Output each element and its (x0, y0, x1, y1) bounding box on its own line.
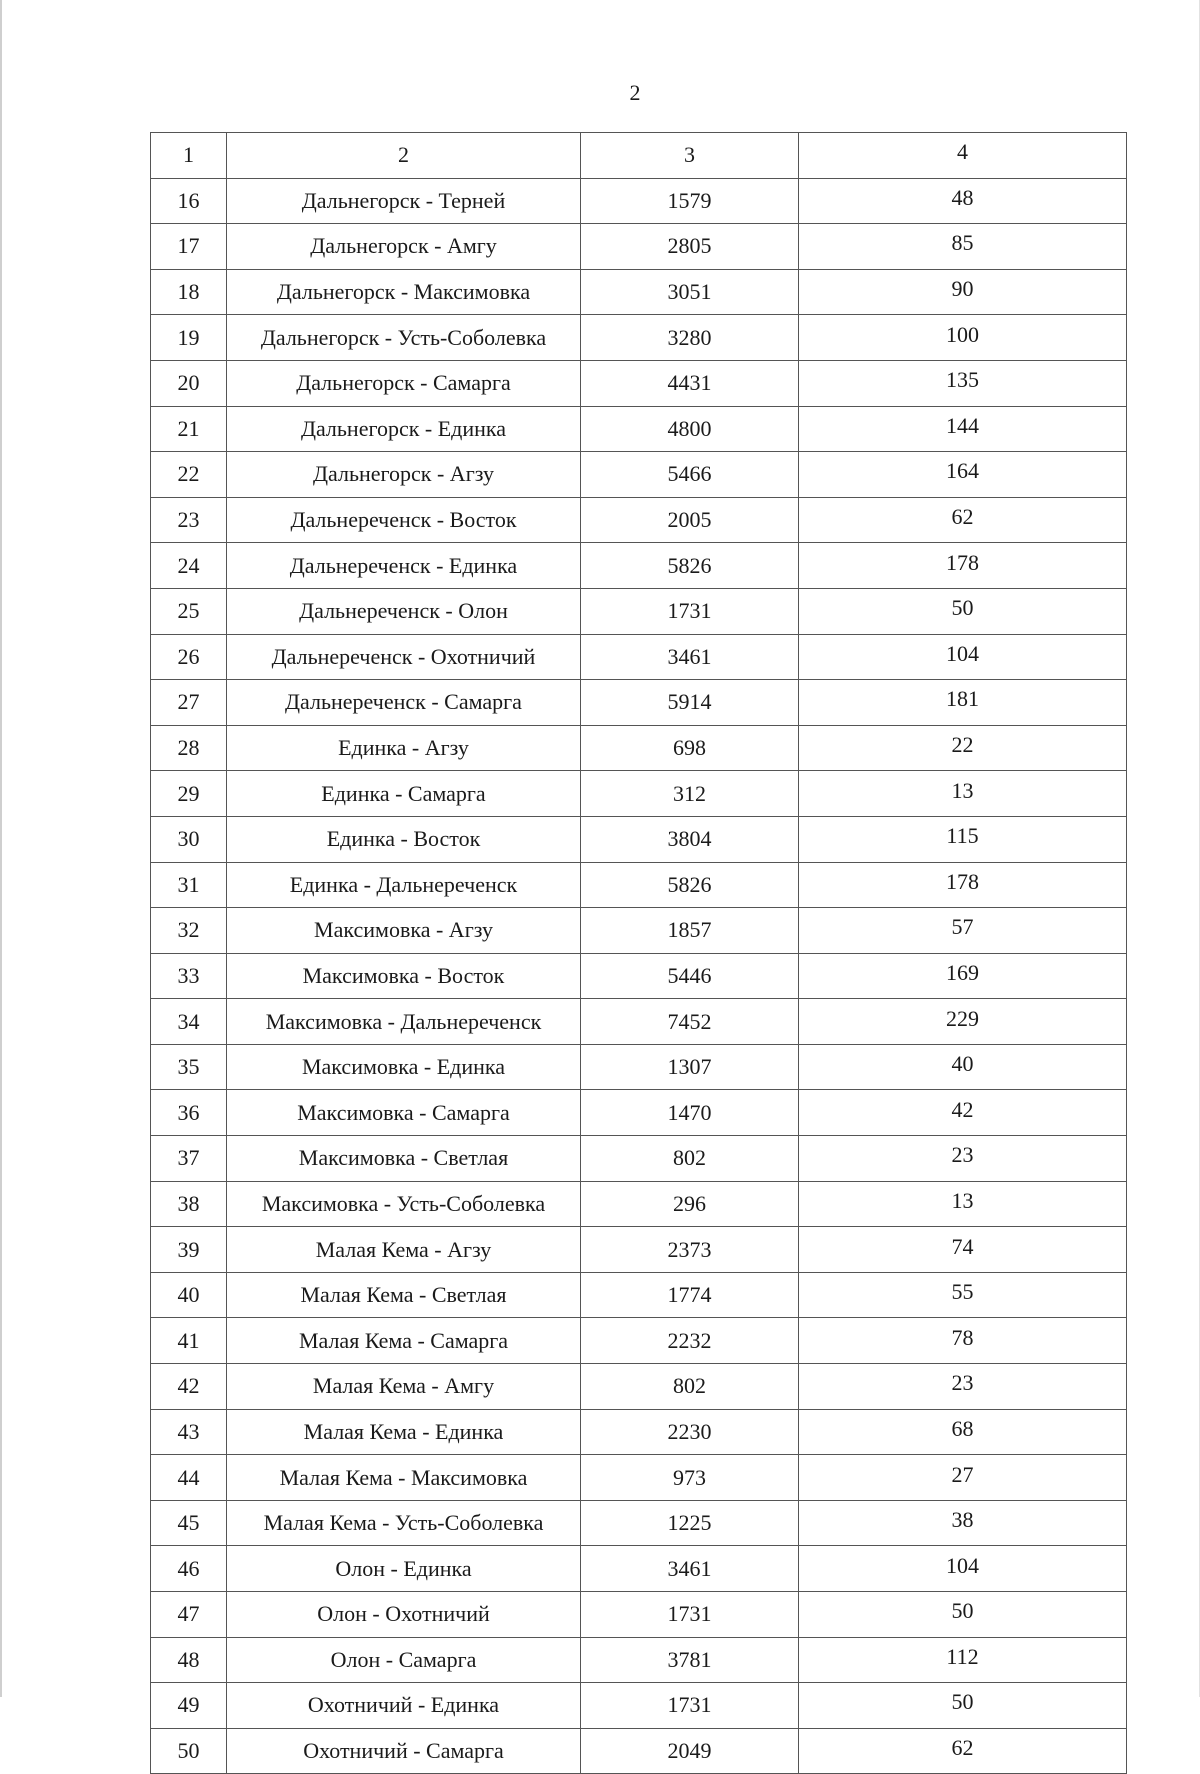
value-col3-cell: 5446 (581, 953, 799, 999)
value-col4-cell: 74 (799, 1227, 1127, 1273)
table-row (151, 452, 1127, 498)
route-cell: Охотничий - Единка (227, 1683, 581, 1729)
table-row (151, 1683, 1127, 1729)
route-cell: Малая Кема - Самарга (227, 1318, 581, 1364)
row-number-cell: 20 (151, 360, 227, 406)
table-row (151, 862, 1127, 908)
value-col4-cell: 40 (799, 1044, 1127, 1090)
row-number-cell: 26 (151, 634, 227, 680)
route-cell: Дальнереченск - Восток (227, 497, 581, 543)
column-header-4: 4 (799, 133, 1127, 179)
route-cell: Дальнегорск - Терней (227, 178, 581, 224)
value-col4-cell: 135 (799, 360, 1127, 406)
table-row (151, 178, 1127, 224)
value-col4-cell: 112 (799, 1637, 1127, 1683)
row-number-cell: 18 (151, 269, 227, 315)
route-cell: Максимовка - Самарга (227, 1090, 581, 1136)
row-number-cell: 33 (151, 953, 227, 999)
value-col3-cell: 5826 (581, 862, 799, 908)
value-col4-cell: 104 (799, 1546, 1127, 1592)
value-col4-cell: 62 (799, 1728, 1127, 1774)
route-cell: Малая Кема - Агзу (227, 1227, 581, 1273)
value-col3-cell: 1731 (581, 588, 799, 634)
row-number-cell: 16 (151, 178, 227, 224)
table-row (151, 1592, 1127, 1638)
route-cell: Максимовка - Агзу (227, 908, 581, 954)
row-number-cell: 41 (151, 1318, 227, 1364)
route-cell: Единка - Самарга (227, 771, 581, 817)
table-row (151, 406, 1127, 452)
value-col4-cell: 181 (799, 680, 1127, 726)
routes-table (150, 132, 1127, 1774)
route-cell: Малая Кема - Светлая (227, 1272, 581, 1318)
table-row (151, 771, 1127, 817)
route-cell: Максимовка - Усть-Соболевка (227, 1181, 581, 1227)
table-row (151, 1500, 1127, 1546)
value-col3-cell: 2005 (581, 497, 799, 543)
value-col3-cell: 4431 (581, 360, 799, 406)
route-cell: Дальнереченск - Единка (227, 543, 581, 589)
value-col4-cell: 78 (799, 1318, 1127, 1364)
value-col4-cell: 62 (799, 497, 1127, 543)
table-row (151, 725, 1127, 771)
value-col3-cell: 1470 (581, 1090, 799, 1136)
value-col4-cell: 27 (799, 1455, 1127, 1501)
table-row (151, 1318, 1127, 1364)
value-col3-cell: 5466 (581, 452, 799, 498)
row-number-cell: 22 (151, 452, 227, 498)
table-row (151, 224, 1127, 270)
table-row (151, 1090, 1127, 1136)
row-number-cell: 24 (151, 543, 227, 589)
value-col4-cell: 48 (799, 178, 1127, 224)
value-col4-cell: 85 (799, 224, 1127, 270)
row-number-cell: 30 (151, 816, 227, 862)
route-cell: Дальнереченск - Олон (227, 588, 581, 634)
table-row (151, 1044, 1127, 1090)
value-col3-cell: 1225 (581, 1500, 799, 1546)
route-cell: Дальнереченск - Самарга (227, 680, 581, 726)
table-row (151, 1272, 1127, 1318)
value-col3-cell: 2232 (581, 1318, 799, 1364)
row-number-cell: 32 (151, 908, 227, 954)
row-number-cell: 44 (151, 1455, 227, 1501)
route-cell: Единка - Агзу (227, 725, 581, 771)
row-number-cell: 39 (151, 1227, 227, 1273)
value-col3-cell: 1579 (581, 178, 799, 224)
row-number-cell: 23 (151, 497, 227, 543)
table-row (151, 1409, 1127, 1455)
route-cell: Дальнегорск - Максимовка (227, 269, 581, 315)
value-col4-cell: 164 (799, 452, 1127, 498)
value-col4-cell: 38 (799, 1500, 1127, 1546)
route-cell: Единка - Дальнереченск (227, 862, 581, 908)
route-cell: Малая Кема - Усть-Соболевка (227, 1500, 581, 1546)
value-col4-cell: 23 (799, 1364, 1127, 1410)
value-col4-cell: 100 (799, 315, 1127, 361)
value-col3-cell: 3804 (581, 816, 799, 862)
route-cell: Олон - Самарга (227, 1637, 581, 1683)
row-number-cell: 37 (151, 1136, 227, 1182)
value-col3-cell: 973 (581, 1455, 799, 1501)
table-row (151, 1364, 1127, 1410)
value-col3-cell: 2049 (581, 1728, 799, 1774)
route-cell: Максимовка - Светлая (227, 1136, 581, 1182)
table-row (151, 953, 1127, 999)
row-number-cell: 49 (151, 1683, 227, 1729)
value-col3-cell: 3461 (581, 634, 799, 680)
table-row (151, 634, 1127, 680)
row-number-cell: 46 (151, 1546, 227, 1592)
row-number-cell: 34 (151, 999, 227, 1045)
value-col3-cell: 5826 (581, 543, 799, 589)
value-col3-cell: 698 (581, 725, 799, 771)
row-number-cell: 25 (151, 588, 227, 634)
table-row (151, 1136, 1127, 1182)
value-col4-cell: 57 (799, 908, 1127, 954)
row-number-cell: 38 (151, 1181, 227, 1227)
row-number-cell: 40 (151, 1272, 227, 1318)
column-header-3: 3 (581, 133, 799, 179)
value-col4-cell: 22 (799, 725, 1127, 771)
value-col3-cell: 2230 (581, 1409, 799, 1455)
value-col4-cell: 13 (799, 771, 1127, 817)
value-col4-cell: 90 (799, 269, 1127, 315)
table-row (151, 269, 1127, 315)
table-row (151, 1455, 1127, 1501)
table-row (151, 1227, 1127, 1273)
table-row (151, 360, 1127, 406)
column-header-2: 2 (227, 133, 581, 179)
row-number-cell: 29 (151, 771, 227, 817)
table-row (151, 1546, 1127, 1592)
table-row (151, 999, 1127, 1045)
value-col3-cell: 1857 (581, 908, 799, 954)
row-number-cell: 50 (151, 1728, 227, 1774)
value-col3-cell: 312 (581, 771, 799, 817)
value-col4-cell: 144 (799, 406, 1127, 452)
row-number-cell: 45 (151, 1500, 227, 1546)
route-cell: Малая Кема - Максимовка (227, 1455, 581, 1501)
value-col4-cell: 13 (799, 1181, 1127, 1227)
row-number-cell: 19 (151, 315, 227, 361)
value-col3-cell: 2805 (581, 224, 799, 270)
route-cell: Малая Кема - Амгу (227, 1364, 581, 1410)
row-number-cell: 48 (151, 1637, 227, 1683)
row-number-cell: 28 (151, 725, 227, 771)
table-row (151, 908, 1127, 954)
row-number-cell: 43 (151, 1409, 227, 1455)
value-col3-cell: 3051 (581, 269, 799, 315)
value-col4-cell: 42 (799, 1090, 1127, 1136)
route-cell: Дальнереченск - Охотничий (227, 634, 581, 680)
route-cell: Малая Кема - Единка (227, 1409, 581, 1455)
value-col4-cell: 50 (799, 588, 1127, 634)
route-cell: Дальнегорск - Агзу (227, 452, 581, 498)
value-col4-cell: 50 (799, 1592, 1127, 1638)
table-row (151, 1637, 1127, 1683)
row-number-cell: 35 (151, 1044, 227, 1090)
scan-edge-left (0, 0, 2, 1697)
value-col3-cell: 5914 (581, 680, 799, 726)
value-col4-cell: 229 (799, 999, 1127, 1045)
table-row (151, 1181, 1127, 1227)
value-col4-cell: 104 (799, 634, 1127, 680)
value-col3-cell: 2373 (581, 1227, 799, 1273)
value-col3-cell: 296 (581, 1181, 799, 1227)
table-row (151, 680, 1127, 726)
route-cell: Максимовка - Восток (227, 953, 581, 999)
table-row (151, 543, 1127, 589)
value-col3-cell: 802 (581, 1364, 799, 1410)
value-col4-cell: 50 (799, 1683, 1127, 1729)
route-cell: Единка - Восток (227, 816, 581, 862)
value-col3-cell: 1731 (581, 1592, 799, 1638)
value-col3-cell: 1307 (581, 1044, 799, 1090)
value-col3-cell: 3781 (581, 1637, 799, 1683)
value-col3-cell: 3280 (581, 315, 799, 361)
row-number-cell: 27 (151, 680, 227, 726)
row-number-cell: 31 (151, 862, 227, 908)
value-col3-cell: 7452 (581, 999, 799, 1045)
value-col4-cell: 178 (799, 862, 1127, 908)
row-number-cell: 17 (151, 224, 227, 270)
row-number-cell: 42 (151, 1364, 227, 1410)
row-number-cell: 47 (151, 1592, 227, 1638)
row-number-cell: 21 (151, 406, 227, 452)
route-cell: Дальнегорск - Амгу (227, 224, 581, 270)
value-col3-cell: 1774 (581, 1272, 799, 1318)
value-col3-cell: 1731 (581, 1683, 799, 1729)
route-cell: Максимовка - Дальнереченск (227, 999, 581, 1045)
value-col4-cell: 169 (799, 953, 1127, 999)
header-row (151, 133, 1127, 179)
table-row (151, 816, 1127, 862)
table-row (151, 497, 1127, 543)
value-col4-cell: 23 (799, 1136, 1127, 1182)
value-col3-cell: 3461 (581, 1546, 799, 1592)
column-header-1: 1 (151, 133, 227, 179)
page-number: 2 (629, 80, 641, 105)
table-body (151, 133, 1127, 1774)
route-cell: Дальнегорск - Усть-Соболевка (227, 315, 581, 361)
route-cell: Дальнегорск - Самарга (227, 360, 581, 406)
value-col3-cell: 4800 (581, 406, 799, 452)
value-col4-cell: 115 (799, 816, 1127, 862)
route-cell: Охотничий - Самарга (227, 1728, 581, 1774)
value-col4-cell: 55 (799, 1272, 1127, 1318)
value-col3-cell: 802 (581, 1136, 799, 1182)
row-number-cell: 36 (151, 1090, 227, 1136)
route-cell: Олон - Охотничий (227, 1592, 581, 1638)
value-col4-cell: 68 (799, 1409, 1127, 1455)
table-row (151, 588, 1127, 634)
table-row (151, 1728, 1127, 1774)
table-row (151, 315, 1127, 361)
route-cell: Олон - Единка (227, 1546, 581, 1592)
route-cell: Дальнегорск - Единка (227, 406, 581, 452)
value-col4-cell: 178 (799, 543, 1127, 589)
route-cell: Максимовка - Единка (227, 1044, 581, 1090)
